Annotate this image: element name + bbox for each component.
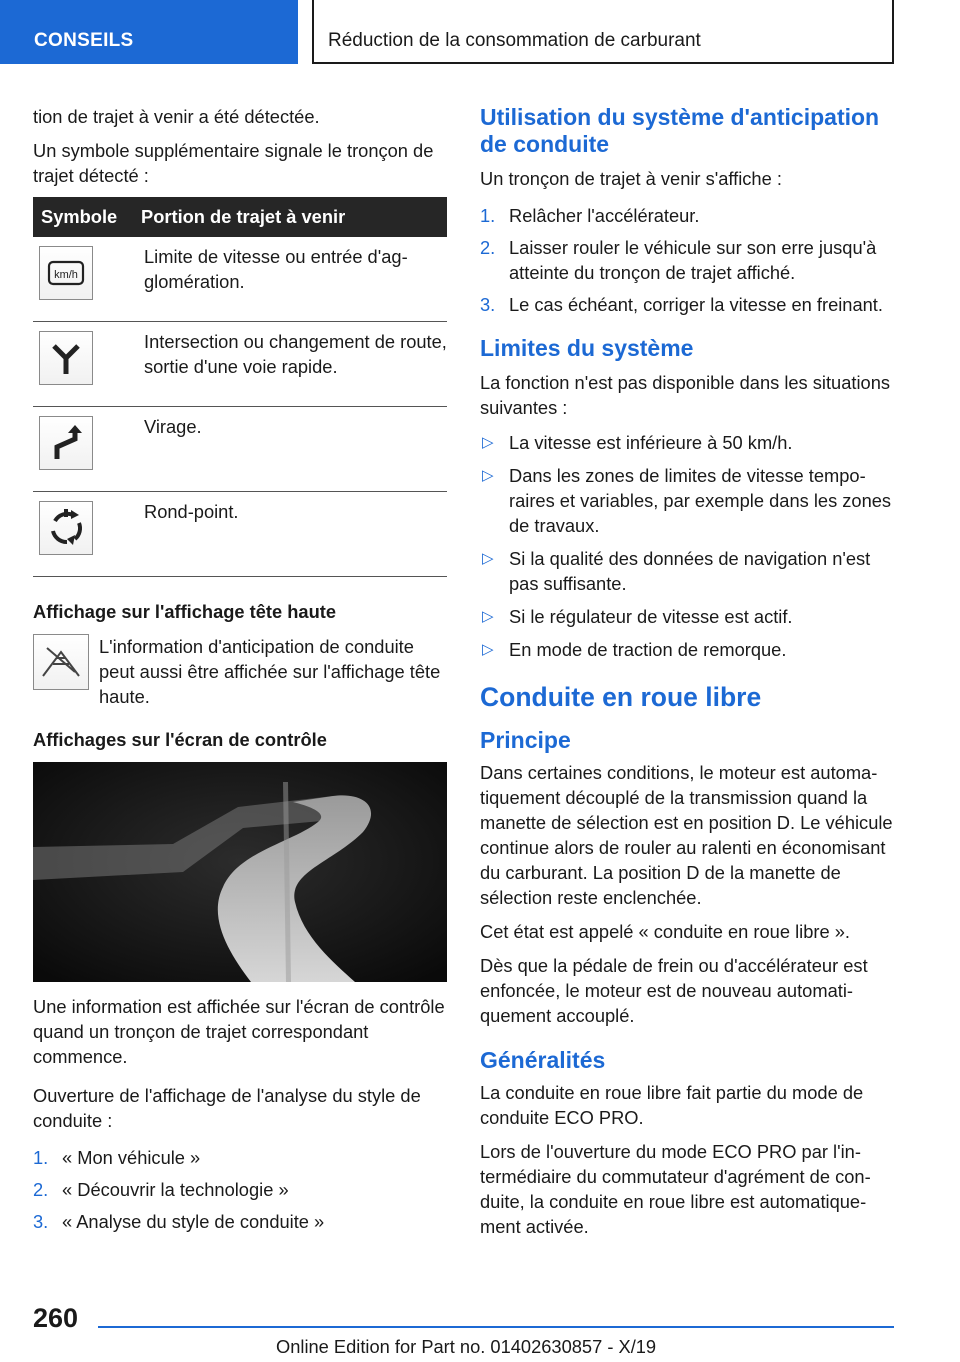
list-item: 2. « Découvrir la technologie » xyxy=(33,1179,289,1200)
limits-list xyxy=(480,430,896,662)
list-item: 3. Le cas échéant, corriger la vitesse en freinant. xyxy=(480,294,883,315)
paragraph: Dès que la pédale de frein ou d'accélérateur est enfoncée, le moteur est de nouveau automatiquement accouplé. xyxy=(480,955,868,1026)
roundabout-icon xyxy=(39,501,93,555)
table-header-symbol: Symbole xyxy=(33,197,131,237)
paragraph: Un symbole supplémentaire signale le tronçon de trajet détecté : xyxy=(33,140,434,186)
control-display-road-image xyxy=(33,762,447,982)
table-cell-text: Rond-point. xyxy=(131,492,447,577)
list-item: ▷ La vitesse est inférieure à 50 km/h. xyxy=(482,432,793,453)
table-cell-text: Limite de vitesse ou entrée d'agglomération. xyxy=(131,237,447,322)
chapter-header xyxy=(312,0,894,64)
table-row xyxy=(33,237,447,322)
footer-rule xyxy=(98,1326,894,1328)
list-item: 3. « Analyse du style de conduite » xyxy=(33,1211,325,1232)
head-up-display-icon xyxy=(33,634,89,690)
paragraph: Ouverture de l'affichage de l'analyse du style de conduite : xyxy=(33,1085,421,1131)
page-number: 260 xyxy=(33,1303,79,1333)
paragraph: La conduite en roue libre fait partie du mode de conduite ECO PRO. xyxy=(480,1082,864,1128)
table-header-portion: Portion de trajet à venir xyxy=(131,197,447,237)
junction-icon xyxy=(39,331,93,385)
chapter-heading: Conduite en roue libre xyxy=(480,682,762,712)
edition-note: Online Edition for Part no. 01402630857 - X/19 xyxy=(276,1336,657,1357)
paragraph: Un tronçon de trajet à venir s'affiche : xyxy=(480,168,782,189)
list-item: ▷ En mode de traction de remorque. xyxy=(482,639,787,660)
paragraph: Dans certaines conditions, le moteur est automatiquement découplé de la transmission quand la manette de sélection est en position D. Le véhicule continue alors de rouler au ralenti en économisant du carburant. La position D de la manette de sélection reste enclenchée. xyxy=(480,762,893,908)
svg-text:km/h: km/h xyxy=(54,269,78,281)
list-item: 1. Relâcher l'accélérateur. xyxy=(480,205,700,226)
paragraph: Cet état est appelé « conduite en roue libre ». xyxy=(480,921,850,942)
list-item: 1. « Mon véhicule » xyxy=(33,1147,201,1168)
section-label: CONSEILS xyxy=(34,30,134,51)
paragraph: La fonction n'est pas disponible dans les situations suivantes : xyxy=(480,372,891,418)
hud-note xyxy=(33,634,447,709)
bullet-triangle-icon: ▷ xyxy=(482,434,494,451)
paragraph: tion de trajet à venir a été détectée. xyxy=(33,106,320,127)
curve-icon xyxy=(39,416,93,470)
hud-text: L'information d'anticipation de conduite peut aussi être affichée sur l'affichage tête haute. xyxy=(99,636,441,707)
right-column xyxy=(480,104,896,1248)
chapter-title: Réduction de la consommation de carburant xyxy=(328,30,701,51)
paragraph: Lors de l'ouverture du mode ECO PRO par l'intermédiaire du commutateur d'agrément de conduite, la conduite en roue libre est automatiquement activée. xyxy=(480,1141,871,1237)
bullet-triangle-icon: ▷ xyxy=(482,608,494,625)
subsection-heading: Généralités xyxy=(480,1047,606,1073)
list-item: ▷ Si la qualité des données de navigation n'est pas suffisante. xyxy=(482,548,871,594)
list-item: ▷ Si le régulateur de vitesse est actif. xyxy=(482,606,793,627)
table-row xyxy=(33,407,447,492)
bullet-triangle-icon: ▷ xyxy=(482,467,494,484)
table-row xyxy=(33,492,447,577)
paragraph: Une information est affichée sur l'écran de contrôle quand un tronçon de trajet correspondant commence. xyxy=(33,996,445,1067)
left-column xyxy=(33,104,447,1241)
bullet-triangle-icon: ▷ xyxy=(482,641,494,658)
bullet-triangle-icon: ▷ xyxy=(482,550,494,567)
menu-path-list xyxy=(33,1145,447,1234)
speed-limit-icon xyxy=(39,246,93,300)
screen-heading: Affichages sur l'écran de contrôle xyxy=(33,729,327,750)
steps-list xyxy=(480,203,896,317)
table-cell-text: Virage. xyxy=(131,407,447,492)
section-heading: Utilisation du système d'anticipation de conduite xyxy=(480,104,880,157)
section-tab xyxy=(0,0,298,64)
section-heading: Limites du système xyxy=(480,335,694,361)
subsection-heading: Principe xyxy=(480,727,571,753)
hud-heading: Affichage sur l'affichage tête haute xyxy=(33,601,337,622)
symbol-table xyxy=(33,197,447,577)
table-row xyxy=(33,322,447,407)
list-item: ▷ Dans les zones de limites de vitesse temporaires et variables, par exemple dans les zones de travaux. xyxy=(482,465,892,536)
table-cell-text: Intersection ou changement de route, sortie d'une voie rapide. xyxy=(131,322,447,407)
list-item: 2. Laisser rouler le véhicule sur son erre jusqu'à atteinte du tronçon de trajet affiché. xyxy=(480,237,877,283)
table-header-row xyxy=(33,197,447,237)
